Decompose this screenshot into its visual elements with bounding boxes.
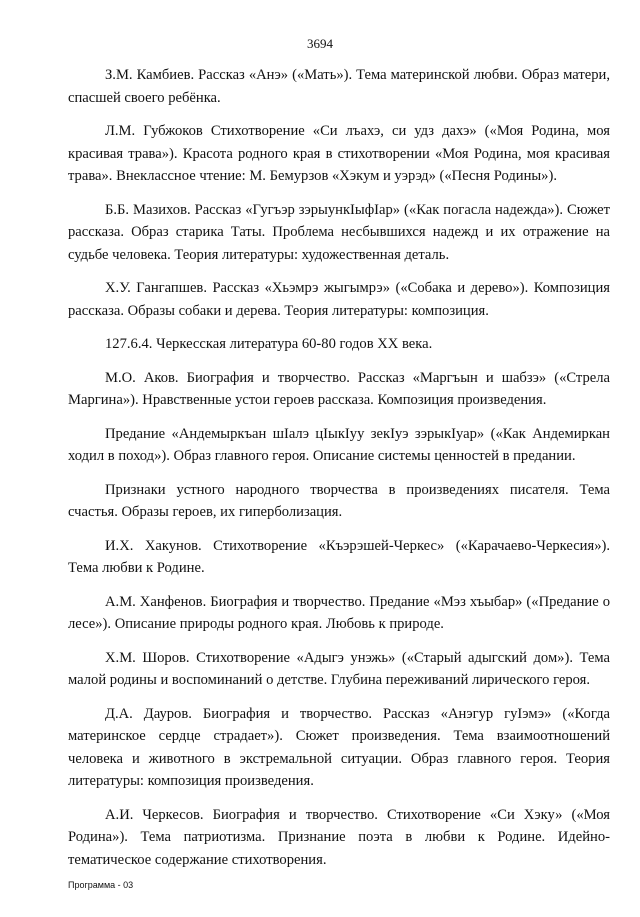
paragraph: З.М. Камбиев. Рассказ «Анэ» («Мать»). Тема материнской любви. Образ матери, спасшей своего ребёнка. (68, 67, 610, 106)
paragraph: Признаки устного народного творчества в произведениях писателя. Тема счастья. Образы героев, их гиперболизация. (68, 481, 610, 520)
page-number: 3694 (307, 36, 333, 51)
paragraph: М.О. Аков. Биография и творчество. Рассказ «Маргъын и шабзэ» («Стрела Маргина»). Нравственные устои героев рассказа. Композиция произведения. (68, 369, 610, 408)
paragraph: И.Х. Хакунов. Стихотворение «Къэрэшей-Черкес» («Карачаево-Черкесия»). Тема любви к Родине. (68, 537, 610, 576)
paragraph: А.М. Ханфенов. Биография и творчество. Предание «Мэз хъыбар» («Предание о лесе»). Описание природы родного края. Любовь к природе. (68, 593, 610, 632)
paragraph: Предание «Андемыркъан шIалэ цIыкIуу зекIуэ зэрыкIуар» («Как Андемиркан ходил в поход»). Образ главного героя. Описание системы ценностей в предании. (68, 425, 610, 464)
paragraph: Х.М. Шоров. Стихотворение «Адыгэ унэжь» («Старый адыгский дом»). Тема малой родины и воспоминаний о детстве. Глубина переживаний лирического героя. (68, 649, 610, 688)
paragraph: Л.М. Губжоков Стихотворение «Си лъахэ, си удз дахэ» («Моя Родина, моя красивая трава»). Красота родного края в стихотворении «Моя Родина, моя красивая трава». Внеклассное чтение: М. Бемурзов «Хэкум и уэрэд» («Песня Родины»). (68, 123, 610, 184)
paragraph: Х.У. Гангапшев. Рассказ «Хьэмрэ жыгымрэ» («Собака и дерево»). Композиция рассказа. Образы собаки и дерева. Теория литературы: композиция. (68, 280, 610, 319)
paragraph: Д.А. Дауров. Биография и творчество. Рассказ «Анэгур гуIэмэ» («Когда материнское сердце страдает»). Сюжет произведения. Тема взаимоотношений человека и животного в экстремальной ситуации. Образ главного героя. Теория литературы: композиция произведения. (68, 705, 610, 789)
paragraph: Б.Б. Мазихов. Рассказ «Гугъэр зэрыункIыфIар» («Как погасла надежда»). Сюжет рассказа. Образ старика Таты. Проблема несбывшихся надежд и их отражение на судьбе человека. Теория литературы: художественная деталь. (68, 201, 610, 263)
section-heading: 127.6.4. Черкесская литература 60-80 годов XX века. (105, 336, 433, 352)
document-body (68, 64, 610, 882)
paragraph: А.И. Черкесов. Биография и творчество. Стихотворение «Си Хэку» («Моя Родина»). Тема патриотизма. Признание поэта в любви к Родине. Идейно-тематическое содержание стихотворения. (68, 806, 610, 868)
page-footer: Программа - 03 (68, 880, 134, 890)
